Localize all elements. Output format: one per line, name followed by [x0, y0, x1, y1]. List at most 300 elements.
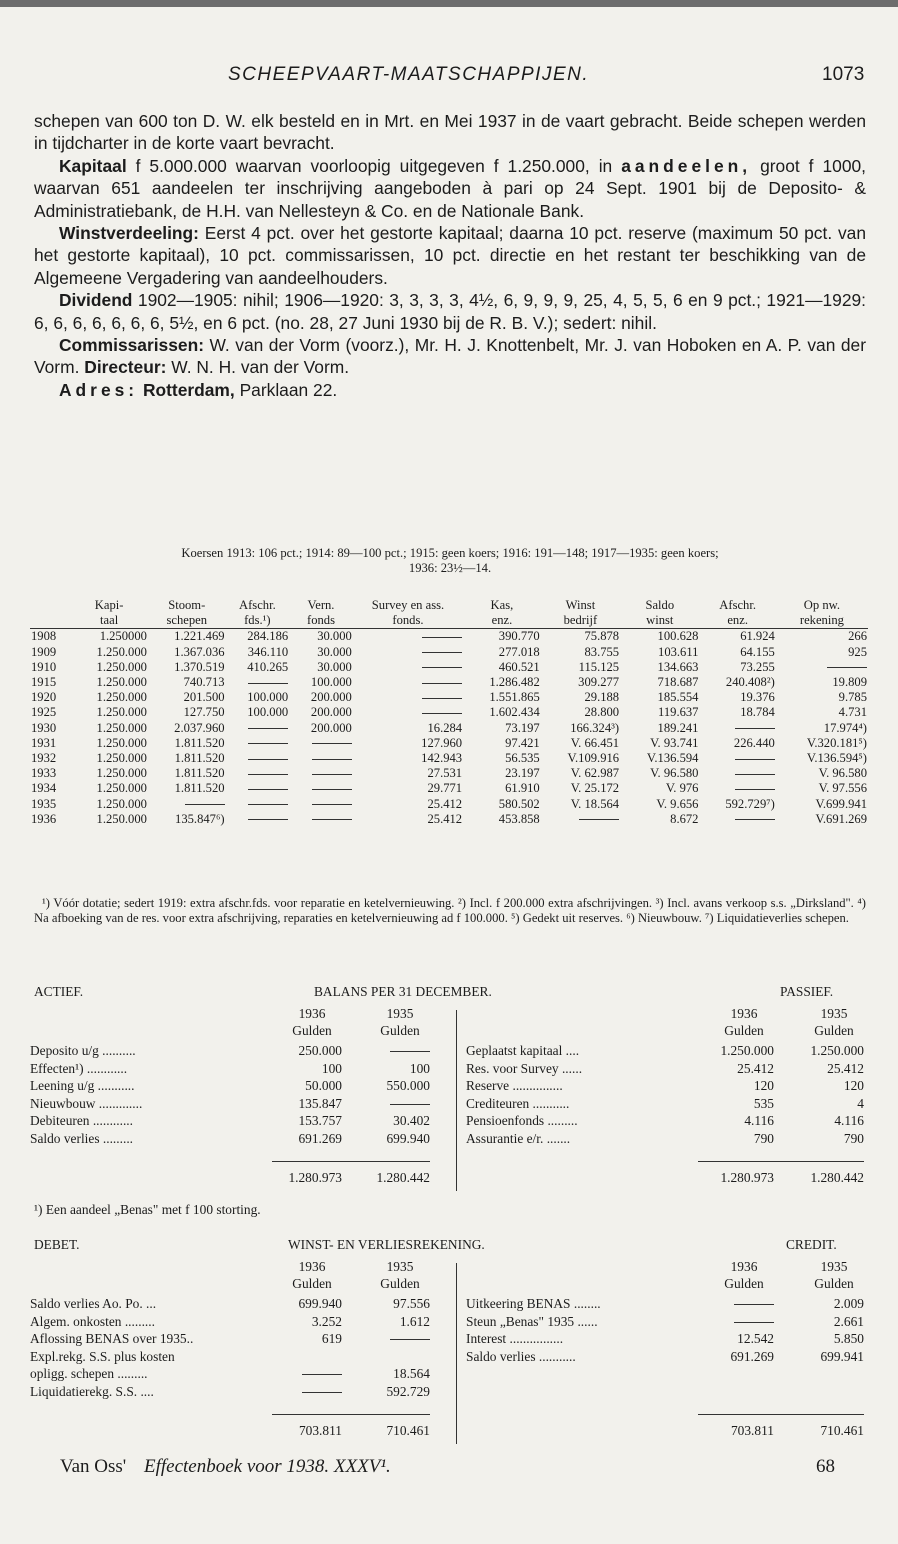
column-header-top: Saldo: [645, 598, 675, 612]
right-account-row: [30, 1095, 868, 1113]
dash-mark: [302, 1374, 342, 1375]
value-cell: 27.531: [427, 766, 463, 781]
table-row: [30, 675, 868, 690]
value-cell: 1.286.482: [489, 675, 540, 690]
dash-mark: [312, 789, 352, 790]
value-cell: 29.771: [427, 781, 463, 796]
account-label: Expl.rekg. S.S. plus kosten: [30, 1348, 175, 1364]
value-cell: 119.637: [658, 705, 699, 720]
table-row: [30, 766, 868, 781]
dash-mark: [734, 1322, 774, 1323]
account-label: Aflossing BENAS over 1935..: [30, 1331, 194, 1346]
dash-mark: [579, 819, 619, 820]
totals-values: [30, 1169, 868, 1187]
value-cell: [353, 705, 463, 720]
table-row: [30, 797, 868, 812]
right-year-header: [30, 1259, 868, 1295]
year-label: 1936: [730, 1259, 758, 1274]
value-cell: 17.974⁴): [823, 720, 867, 735]
value-cell: 30.000: [289, 629, 353, 645]
value-cell: 61.910: [505, 781, 540, 796]
account-label: Liquidatierekg. S.S. ....: [30, 1383, 154, 1399]
dash-mark: [312, 743, 352, 744]
account-label: Geplaatst kapitaal ....: [466, 1043, 580, 1058]
account-label: Nieuwbouw .............: [30, 1095, 143, 1111]
account-label: Algem. onkosten .........: [30, 1313, 155, 1329]
right-total-1936: 703.811: [730, 1423, 774, 1438]
dividend-paragraph: [34, 289, 866, 334]
value-cell: 1.250.000: [96, 735, 147, 750]
right-year-header: [30, 1006, 868, 1042]
left-total-1935: 710.461: [386, 1423, 430, 1438]
column-header-top: Kapi-: [94, 598, 124, 612]
dash-mark: [312, 804, 352, 805]
value-cell: 56.535: [505, 751, 540, 766]
table-row: [30, 660, 868, 675]
account-label: Uitkeering BENAS ........: [466, 1296, 601, 1311]
winst-text: Eerst 4 pct. over het gestorte kapitaal; daarna 10 pct. reserve (maximum 50 pct. van het gestorte kapitaal), 10 pct. commissarissen, 10 pct. directie en het restant ter beschikking van de Algemeene Vergadering van aandeelhouders.: [34, 223, 866, 288]
value-cell: [541, 812, 620, 827]
value-cell: 1.602.434: [489, 705, 540, 720]
column-header: [620, 598, 699, 629]
kapitaal-spaced: aandeelen,: [621, 155, 752, 176]
unit-label: Gulden: [292, 1023, 332, 1038]
dash-mark: [735, 759, 775, 760]
value-cell: 1.250.000: [96, 644, 147, 659]
value-1936: 153.757: [298, 1113, 342, 1128]
column-header-top: Kas,: [490, 598, 514, 612]
value-cell: [699, 766, 775, 781]
value-1936: 25.412: [737, 1060, 774, 1076]
value-cell: 30.000: [317, 659, 352, 674]
account-label: Interest ................: [466, 1331, 564, 1346]
column-header: [353, 598, 463, 629]
value-cell: 25.412: [427, 811, 463, 826]
account-label: Crediteuren ...........: [466, 1095, 570, 1111]
balans-left-title: ACTIEF.: [34, 984, 84, 999]
column-header: [699, 598, 775, 629]
dash-mark: [422, 683, 462, 684]
value-cell: 1.250000: [70, 629, 148, 645]
value-cell: 1.370.519: [174, 659, 225, 674]
column-header-bottom: schepen: [166, 613, 208, 628]
winst-left-title: DEBET.: [34, 1237, 80, 1252]
value-1935: 699.940: [386, 1130, 430, 1146]
year-cell: 1931: [31, 735, 57, 750]
dash-mark: [248, 743, 288, 744]
total-rule: [272, 1414, 430, 1415]
value-cell: 100.000: [310, 675, 352, 690]
balance-sheet: [30, 984, 868, 1184]
year-cell: 1909: [31, 644, 57, 659]
dash-mark: [827, 667, 867, 668]
footer-publisher: Van Oss': [60, 1456, 127, 1477]
footer-book-title: Effectenboek voor 1938. XXXV¹.: [144, 1456, 391, 1477]
value-cell: V.136.594⁵): [806, 751, 867, 766]
total-rule: [698, 1414, 864, 1415]
value-cell: 1.250.000: [96, 705, 147, 720]
year-cell: 1920: [31, 690, 57, 705]
column-header-bottom: rekening: [799, 613, 844, 628]
column-divider: [456, 1263, 457, 1444]
table-row: [30, 690, 868, 705]
value-cell: [226, 797, 290, 812]
value-cell: 61.924: [699, 629, 775, 645]
column-header-top: Afschr.: [239, 598, 276, 612]
column-header: [541, 598, 620, 629]
column-header-bottom: bedrijf: [563, 613, 598, 628]
dash-mark: [422, 637, 462, 638]
account-label: Debiteuren ............: [30, 1113, 134, 1128]
column-header: [70, 598, 148, 629]
value-cell: [226, 812, 290, 827]
column-header-top: Afschr.: [719, 598, 757, 612]
right-account-row: [30, 1077, 868, 1095]
value-cell: 226.440: [733, 735, 775, 750]
value-cell: 127.750: [183, 705, 225, 720]
total-rule: [272, 1161, 430, 1162]
profit-loss-account: [30, 1237, 868, 1447]
table-row: [30, 629, 868, 645]
value-cell: [289, 797, 353, 812]
kapitaal-text-b: groot f 1000, waarvan 651 aandeelen ter inschrijving aangeboden à pari op 24 Sept. 1901 bij de Deposito- & Administratiebank, de H.H. van Nellesteyn & Co. en de Nationale Bank.: [34, 155, 866, 221]
value-cell: 453.858: [498, 811, 540, 826]
year-cell: 1930: [31, 720, 57, 735]
totals-row: [30, 1169, 868, 1187]
page-number: 1073: [822, 64, 865, 85]
page-top-edge: [0, 0, 898, 7]
value-cell: 127.960: [421, 735, 463, 750]
value-cell: 200.000: [310, 705, 352, 720]
value-cell: 83.755: [584, 644, 620, 659]
column-header-bottom: enz.: [491, 613, 513, 628]
year-label: 1935: [820, 1006, 848, 1021]
column-header: [30, 598, 70, 629]
dash-mark: [302, 1392, 342, 1393]
value-cell: V. 9.656: [656, 796, 699, 811]
dash-mark: [735, 774, 775, 775]
column-header-top: Survey en ass.: [371, 598, 445, 612]
value-cell: 1.250.000: [96, 796, 147, 811]
year-label: 1935: [820, 1259, 848, 1274]
year-label: 1935: [386, 1006, 414, 1021]
value-cell: 100.628: [620, 629, 699, 645]
value-cell: 1.250.000: [96, 690, 147, 705]
value-1936: 699.940: [298, 1296, 342, 1311]
right-rows: [30, 1295, 868, 1365]
year-label: 1936: [730, 1006, 758, 1021]
value-1935: 790: [843, 1130, 864, 1146]
value-cell: V.136.594: [646, 751, 699, 766]
value-cell: [353, 690, 463, 705]
value-cell: 2.037.960: [174, 720, 225, 735]
column-header-bottom: winst: [646, 613, 674, 628]
value-cell: 925: [848, 644, 867, 659]
winstverdeeling-paragraph: [34, 222, 866, 289]
value-cell: 100.000: [247, 690, 289, 705]
value-1936: 50.000: [305, 1078, 342, 1093]
value-cell: 73.255: [740, 659, 775, 674]
left-total-1936: 703.811: [298, 1423, 342, 1438]
kapitaal-text-a: f 5.000.000 waarvan voorloopig uitgegeven f 1.250.000, in: [126, 155, 622, 176]
value-cell: [776, 660, 868, 675]
value-1936: 619: [321, 1331, 342, 1346]
account-label: Saldo verlies .........: [30, 1130, 134, 1146]
value-1935: 120: [843, 1078, 864, 1093]
value-cell: 1.811.520: [174, 781, 225, 796]
value-1935: 18.564: [393, 1366, 430, 1381]
value-cell: 29.188: [584, 690, 620, 705]
right-account-row: [30, 1130, 868, 1148]
account-label: Pensioenfonds .........: [466, 1113, 578, 1128]
value-1936: [704, 1313, 774, 1331]
value-cell: 166.324³): [570, 720, 620, 735]
value-cell: V.109.916: [567, 751, 620, 766]
value-cell: 1.811.520: [174, 751, 225, 766]
value-cell: V. 62.987: [570, 766, 620, 781]
adres-paragraph: [34, 379, 866, 401]
year-cell: 1915: [31, 675, 57, 690]
value-1936: 250.000: [298, 1043, 342, 1058]
column-header-top: Winst: [565, 598, 596, 612]
value-cell: 23.197: [505, 766, 540, 781]
value-cell: V. 96.580: [650, 766, 699, 781]
value-cell: 1.250.000: [96, 675, 147, 690]
value-cell: 4.731: [838, 705, 867, 720]
running-title: SCHEEPVAART-MAATSCHAPPIJEN.: [228, 64, 590, 85]
column-header: [463, 598, 541, 629]
value-cell: [226, 751, 290, 766]
value-cell: 200.000: [310, 720, 352, 735]
column-header-top: Op nw.: [803, 598, 841, 612]
dash-mark: [248, 789, 288, 790]
value-1935: 30.402: [393, 1113, 430, 1128]
commissarissen-paragraph: [34, 334, 866, 379]
value-cell: [699, 751, 775, 766]
left-total-1936: 1.280.973: [288, 1170, 342, 1185]
year-label: 1936: [298, 1259, 326, 1274]
value-cell: [353, 675, 463, 690]
right-account-row: [30, 1330, 868, 1348]
value-cell: 30.000: [317, 644, 352, 659]
value-cell: 1.221.469: [148, 629, 226, 645]
value-cell: 25.412: [427, 796, 463, 811]
value-cell: [699, 781, 775, 796]
value-cell: 142.943: [421, 751, 463, 766]
table-row: [30, 751, 868, 766]
value-cell: 8.672: [670, 811, 699, 826]
unit-label: Gulden: [814, 1023, 854, 1038]
comm-label: Commissarissen:: [59, 335, 204, 356]
koersen-block: [34, 546, 866, 576]
dash-mark: [312, 819, 352, 820]
unit-label: Gulden: [292, 1276, 332, 1291]
adres-city: Rotterdam,: [142, 379, 235, 400]
value-cell: 390.770: [463, 629, 541, 645]
value-cell: [226, 721, 290, 736]
winst-right-title: CREDIT.: [786, 1237, 837, 1252]
value-cell: 200.000: [310, 690, 352, 705]
totals-values: [30, 1422, 868, 1440]
unit-label: Gulden: [814, 1276, 854, 1291]
balans-right-title: PASSIEF.: [780, 984, 834, 999]
value-1936: 4.116: [744, 1113, 774, 1128]
value-1935: 699.941: [820, 1348, 864, 1364]
table-row: [30, 781, 868, 796]
dash-mark: [248, 774, 288, 775]
dash-mark: [185, 804, 225, 805]
table-row: [30, 645, 868, 660]
column-header-bottom: fds.¹): [244, 613, 271, 628]
year-cell: 1908: [30, 629, 70, 645]
value-cell: 266: [776, 629, 868, 645]
account-label: Res. voor Survey ......: [466, 1060, 583, 1076]
value-cell: 1.250.000: [96, 659, 147, 674]
value-1935: 5.850: [833, 1331, 864, 1346]
kapitaal-label: Kapitaal: [59, 155, 127, 176]
value-1936: 691.269: [298, 1130, 342, 1146]
dash-mark: [248, 804, 288, 805]
value-cell: 1.367.036: [174, 644, 225, 659]
value-cell: [699, 812, 775, 827]
value-cell: 580.502: [498, 796, 540, 811]
value-1936: 12.542: [737, 1331, 774, 1346]
value-cell: [353, 645, 463, 660]
dash-mark: [312, 774, 352, 775]
value-cell: 103.611: [658, 644, 699, 659]
right-account-row: [30, 1348, 868, 1366]
value-1935: 1.250.000: [810, 1043, 864, 1058]
balans-title: BALANS PER 31 DECEMBER.: [314, 984, 492, 999]
column-header-bottom: taal: [100, 613, 119, 628]
column-header: [776, 598, 868, 629]
dash-mark: [734, 1304, 774, 1305]
value-cell: 18.784: [740, 705, 775, 720]
value-cell: 1.250.000: [96, 751, 147, 766]
value-1935: 2.661: [833, 1313, 864, 1329]
value-cell: [289, 812, 353, 827]
column-divider: [456, 1010, 457, 1191]
dash-mark: [422, 652, 462, 653]
account-label: Saldo verlies Ao. Po. ...: [30, 1296, 157, 1311]
table-footnotes: [34, 896, 866, 926]
dash-mark: [422, 667, 462, 668]
account-label: Leening u/g ...........: [30, 1078, 135, 1093]
value-cell: 19.809: [832, 675, 867, 690]
value-cell: 277.018: [498, 644, 540, 659]
year-cell: 1932: [31, 751, 57, 766]
value-cell: [289, 751, 353, 766]
left-total-1935: 1.280.442: [376, 1170, 430, 1185]
value-cell: [148, 797, 226, 812]
value-cell: 460.521: [498, 659, 540, 674]
value-cell: 75.878: [541, 629, 620, 645]
unit-label: Gulden: [380, 1276, 420, 1291]
column-header-bottom: enz.: [727, 613, 748, 628]
value-cell: 284.186: [226, 629, 290, 645]
value-1936: 790: [753, 1130, 774, 1146]
winst-title: WINST- EN VERLIESREKENING.: [288, 1237, 485, 1252]
year-cell: 1910: [31, 659, 57, 674]
year-cell: 1934: [31, 781, 57, 796]
value-cell: 718.687: [657, 675, 699, 690]
value-1936: [704, 1295, 774, 1313]
unit-label: Gulden: [724, 1276, 764, 1291]
value-cell: 740.713: [183, 675, 225, 690]
value-cell: 1.811.520: [174, 766, 225, 781]
koersen-line-2: 1936: 23½—14.: [408, 561, 492, 575]
dividend-text: 1902—1905: nihil; 1906—1920: 3, 3, 3, 3, 4½, 6, 9, 9, 9, 25, 4, 5, 5, 6 en 9 pct.; 1921—1929: 6, 6, 6, 6, 6, 6, 6, 5½, en 6 pct. (no. 28, 27 Juni 1930 bij de R. B. V.); sedert: nihil.: [34, 290, 866, 333]
value-cell: 592.729⁷): [725, 796, 775, 811]
dash-mark: [422, 698, 462, 699]
left-account-row: [30, 1365, 868, 1383]
right-account-row: [30, 1112, 868, 1130]
value-cell: V. 66.451: [570, 735, 620, 750]
dir-text: W. N. H. van der Vorm.: [166, 357, 350, 378]
value-cell: 28.800: [584, 705, 620, 720]
company-description: [34, 110, 866, 401]
dash-mark: [735, 789, 775, 790]
value-1935: 4.116: [834, 1113, 864, 1128]
value-1935: 97.556: [393, 1296, 430, 1311]
value-cell: 309.277: [578, 675, 620, 690]
column-header-bottom: fonds: [307, 613, 335, 628]
dash-mark: [735, 728, 775, 729]
value-1935: 4: [857, 1095, 864, 1111]
account-label: Deposito u/g ..........: [30, 1043, 136, 1058]
value-cell: V. 976: [665, 781, 699, 796]
left-account-row: [30, 1383, 868, 1401]
footnotes-text: ¹) Vóór dotatie; sedert 1919: extra afschr.fds. voor reparatie en ketelvernieuwing. ²) Incl. f 200.000 extra afschrijvingen. ³) Incl. avans verkoop s.s. „Dirksland". ⁴) Na afboeking van de res. voor extra afschrijving, reparaties en ketelvernieuwing ad f 100.000. ⁵) Gedekt uit reserves. ⁶) Nieuwbouw. ⁷) Liquidatieverlies schepen.: [34, 896, 866, 925]
table-row: [30, 705, 868, 720]
value-cell: [226, 736, 290, 751]
value-cell: [353, 660, 463, 675]
year-cell: 1935: [31, 796, 57, 811]
year-cell: 1933: [31, 766, 57, 781]
value-cell: 73.197: [505, 720, 540, 735]
value-cell: 1.250.000: [96, 781, 147, 796]
value-cell: V. 25.172: [570, 781, 620, 796]
value-1935: 25.412: [827, 1060, 864, 1076]
right-total-1935: 1.280.442: [810, 1170, 864, 1185]
right-rows: [30, 1042, 868, 1147]
dash-mark: [248, 759, 288, 760]
dash-mark: [248, 683, 288, 684]
value-cell: 1.811.520: [174, 735, 225, 750]
table-row: [30, 736, 868, 751]
value-cell: 97.421: [505, 735, 540, 750]
value-cell: 1.250.000: [96, 720, 147, 735]
value-cell: V. 97.556: [818, 781, 867, 796]
table-row: [30, 812, 868, 827]
account-label: Effecten¹) ............: [30, 1060, 128, 1076]
unit-label: Gulden: [724, 1023, 764, 1038]
value-cell: 201.500: [183, 690, 225, 705]
right-account-row: [30, 1295, 868, 1313]
value-1935: 1.612: [399, 1313, 430, 1329]
value-1936: 1.250.000: [720, 1043, 774, 1058]
column-header-top: Stoom-: [168, 598, 206, 612]
winst-label: Winstverdeeling:: [59, 223, 199, 244]
value-cell: [353, 629, 463, 645]
value-1936: 135.847: [298, 1095, 342, 1111]
right-total-1935: 710.461: [820, 1423, 864, 1438]
koersen-line-1: Koersen 1913: 106 pct.; 1914: 89—100 pct.; 1915: geen koers; 1916: 191—148; 1917—1935: geen koers;: [181, 546, 719, 560]
value-1935: 2.009: [833, 1296, 864, 1311]
value-cell: V.699.941: [815, 796, 867, 811]
value-cell: 1.250.000: [96, 766, 147, 781]
value-cell: V. 93.741: [650, 735, 699, 750]
